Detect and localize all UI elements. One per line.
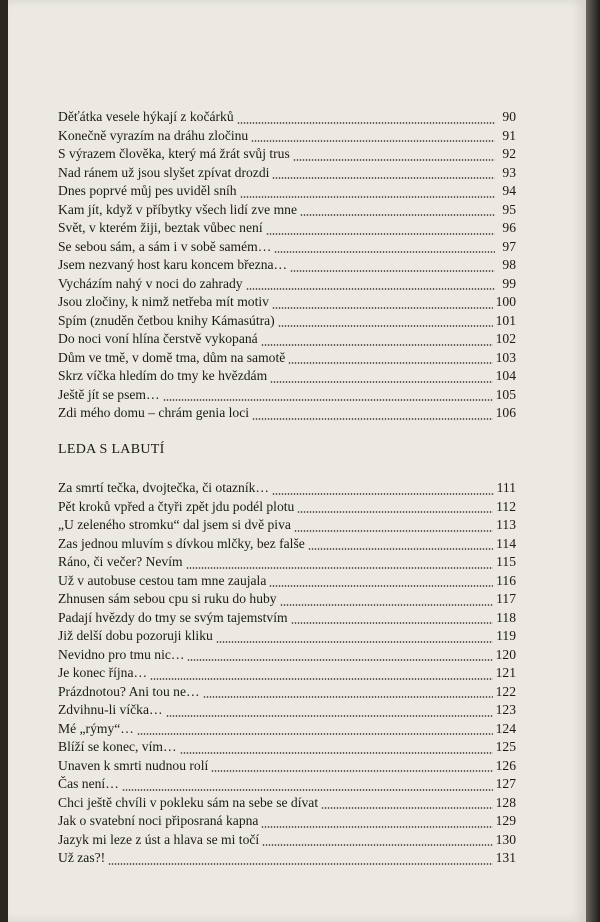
toc-entry-page-number: 119 [496,628,516,643]
dot-leader [293,159,495,161]
dot-leader [291,622,494,624]
toc-entry-title: Čas není… [58,776,119,791]
toc-entry [58,405,516,424]
toc-entry-title: Blíží se konec, vím… [58,739,177,754]
toc-entry [58,665,516,684]
toc-entry-title: Jsou zločiny, k nimž netřeba mít motiv [58,294,269,309]
toc-entry-page-number: 102 [495,331,516,346]
toc-entry-title: Unaven k smrti nudnou rolí [58,757,209,773]
dot-leader [290,270,495,272]
toc-entry-page-number: 92 [502,146,516,161]
toc-entry-page-number: 97 [502,238,516,254]
dot-leader [278,325,493,327]
toc-entry [58,684,516,703]
toc-entry-page-number: 94 [502,183,516,198]
toc-entry-page-number: 129 [495,813,516,828]
toc-entry [58,480,516,499]
toc-entry [58,387,516,406]
toc-entry-page-number: 95 [502,201,516,217]
toc-entry-title: Svět, v kterém žiji, beztak vůbec není [58,220,263,235]
dot-leader [272,493,494,495]
toc-entry-title: Mé „rýmy“… [58,720,134,736]
toc-entry-page-number: 96 [502,220,516,235]
toc-entry [58,331,516,350]
toc-entry-title: Vycházím nahý v noci do zahrady [58,275,243,291]
toc-entry-page-number: 121 [495,665,516,680]
toc-entry-page-number: 101 [495,312,516,328]
dot-leader [203,696,493,698]
toc-entry-page-number: 103 [495,349,516,365]
toc-entry-page-number: 127 [495,776,516,791]
dot-leader [272,177,495,179]
toc-entry [58,146,516,165]
toc-entry-page-number: 93 [502,164,516,180]
toc-entry [58,294,516,313]
toc-entry-page-number: 90 [502,109,516,124]
toc-entry-page-number: 117 [496,591,516,606]
toc-entry-page-number: 99 [502,275,516,291]
toc-entry-title: Nevidno pro tmu nic… [58,646,185,662]
toc-entry [58,702,516,721]
toc-entry-page-number: 130 [495,831,516,847]
toc-entry-title: Jazyk mi leze z úst a hlava se mi točí [58,831,260,847]
dot-leader [137,733,493,735]
toc-entry-page-number: 116 [496,572,516,588]
toc-entry [58,350,516,369]
dot-leader [262,844,492,846]
toc-entry [58,202,516,221]
toc-entry-title: Již delší dobu pozoruji kliku [58,628,213,643]
dot-leader [240,196,495,198]
toc-entry-title: Kam jít, když v příbytky všech lidí zve mne [58,201,297,217]
toc-entry [58,610,516,629]
dot-leader [297,511,493,513]
toc-entry [58,647,516,666]
toc-entry-page-number: 91 [502,127,516,143]
dot-leader [166,715,493,717]
dot-leader [280,604,494,606]
toc-entry [58,573,516,592]
toc-entry-page-number: 122 [495,683,516,699]
toc-entry [58,499,516,518]
toc-entry-title: Pět kroků vpřed a čtyři zpět jdu podél plotu [58,498,295,514]
toc-entry-page-number: 118 [496,609,516,625]
toc-entry-title: Ještě jít se psem… [58,386,160,402]
toc-entry-page-number: 105 [495,386,516,402]
dot-leader [269,585,493,587]
toc-entry [58,517,516,536]
toc-entry-page-number: 114 [496,535,516,551]
toc-entry-title: Děťátka vesele hýkají z kočárků [58,109,234,124]
toc-entry [58,165,516,184]
dot-leader [150,678,493,680]
dot-leader [252,418,493,420]
toc-entry [58,257,516,276]
toc-entry-page-number: 112 [496,498,516,514]
dot-leader [246,288,495,290]
toc-entry-title: Padají hvězdy do tmy se svým tajemstvím [58,609,288,625]
dot-leader [288,362,492,364]
dot-leader [216,641,493,643]
toc-entry-title: Zdvihnu-li víčka… [58,702,163,717]
toc-entry [58,832,516,851]
dot-leader [108,863,492,865]
dot-leader [272,307,493,309]
toc-entry [58,183,516,202]
toc-entry-page-number: 104 [495,368,516,383]
toc-entry-title: Zhnusen sám sebou cpu si ruku do huby [58,591,277,606]
toc-entry-title: Nad ránem už jsou slyšet zpívat drozdi [58,164,270,180]
toc-entry-page-number: 124 [495,720,516,736]
toc-entry-title: Dnes poprvé můj pes uviděl sníh [58,183,237,198]
toc-entry-title: „U zeleného stromku“ dal jsem si dvě piva [58,517,291,532]
dot-leader [294,530,493,532]
toc-entry [58,220,516,239]
toc-entry [58,758,516,777]
dot-leader [251,140,495,142]
dot-leader [186,567,494,569]
toc-entry-title: Skrz víčka hledím do tmy ke hvězdám [58,368,268,383]
toc-section-2 [58,480,516,869]
toc-entry-title: S výrazem člověka, který má žrát svůj trus [58,146,290,161]
section-heading: LEDA S LABUTÍ [58,442,165,457]
toc-section-1 [58,109,516,424]
toc-entry [58,128,516,147]
dot-leader [180,752,493,754]
toc-entry-title: Zas jednou mluvím s dívkou mlčky, bez falše [58,535,305,551]
toc-entry-page-number: 128 [495,794,516,810]
toc-entry [58,368,516,387]
dot-leader [261,344,493,346]
toc-entry-page-number: 120 [495,646,516,662]
toc-entry-title: Se sebou sám, a sám i v sobě samém… [58,238,272,254]
toc-entry [58,739,516,758]
toc-entry-title: Konečně vyrazím na dráhu zločinu [58,127,249,143]
toc-entry-title: Dům ve tmě, v domě tma, dům na samotě [58,349,286,365]
toc-entry-title: Jsem nezvaný host karu koncem března… [58,257,288,272]
toc-entry-title: Spím (znuděn četbou knihy Kámasútra) [58,312,275,328]
toc-entry [58,554,516,573]
dot-leader [163,399,493,401]
toc-entry-page-number: 125 [495,739,516,754]
toc-entry-title: Už zas?! [58,850,106,865]
toc-entry [58,628,516,647]
toc-entry [58,536,516,555]
dot-leader [211,770,492,772]
toc-entry-title: Do noci voní hlína čerstvě vykopaná [58,331,258,346]
toc-entry [58,850,516,869]
toc-entry [58,313,516,332]
dot-leader [274,251,495,253]
toc-entry-title: Jak o svatební noci připosraná kapna [58,813,259,828]
toc-entry-page-number: 113 [496,517,516,532]
toc-entry [58,239,516,258]
toc-entry [58,813,516,832]
toc-entry-page-number: 115 [496,554,516,569]
dot-leader [122,789,493,791]
toc-entry [58,721,516,740]
toc-entry-title: Za smrtí tečka, dvojtečka, či otazník… [58,480,270,495]
toc-entry-page-number: 98 [502,257,516,272]
toc-entry-title: Chci ještě chvíli v pokleku sám na sebe se dívat [58,794,319,810]
dot-leader [187,659,492,661]
toc-entry-page-number: 111 [496,480,516,495]
toc-entry [58,795,516,814]
page-edge [586,0,600,922]
toc-entry [58,276,516,295]
toc-entry [58,591,516,610]
dot-leader [237,122,495,124]
toc-entry-title: Je konec října… [58,665,148,680]
book-page [8,0,586,922]
dot-leader [270,381,492,383]
toc-entry-title: Už v autobuse cestou tam mne zaujala [58,572,267,588]
toc-entry-page-number: 123 [495,702,516,717]
dot-leader [266,233,495,235]
toc-entry-page-number: 106 [495,405,516,420]
toc-entry-page-number: 131 [495,850,516,865]
toc-entry-title: Zdi mého domu – chrám genia loci [58,405,250,420]
toc-entry-page-number: 100 [495,294,516,309]
dot-leader [300,214,495,216]
dot-leader [321,807,493,809]
dot-leader [261,826,492,828]
toc-entry [58,776,516,795]
toc-entry-page-number: 126 [495,757,516,773]
toc-entry [58,109,516,128]
toc-entry-title: Prázdnotou? Ani tou ne… [58,683,200,699]
toc-entry-title: Ráno, či večer? Nevím [58,554,183,569]
dot-leader [308,548,493,550]
